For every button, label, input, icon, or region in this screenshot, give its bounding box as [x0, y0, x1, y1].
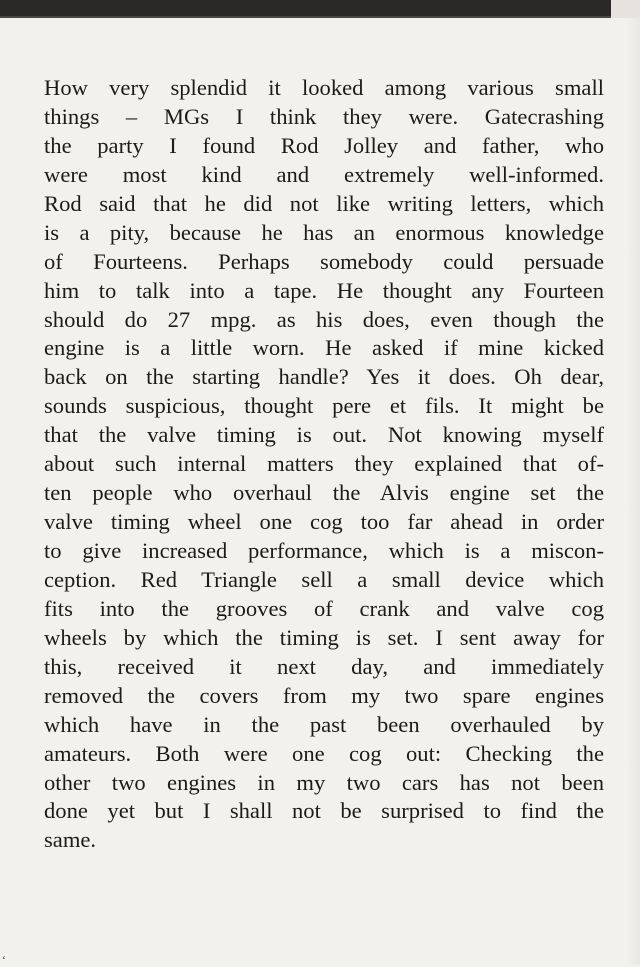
page-shade — [626, 18, 640, 965]
corner-mark: ‘ — [2, 953, 6, 967]
body-line: done yet but I shall not be surprised to find the — [44, 798, 604, 824]
body-line: sounds suspicious, thought pere et fils. It might be — [44, 393, 604, 419]
body-line: this, received it next day, and immediately — [44, 653, 604, 679]
page-edge — [611, 0, 640, 18]
body-line: back on the starting handle? Yes it does. Oh dear, — [44, 364, 604, 390]
body-line: other two engines in my two cars has not been — [44, 769, 604, 795]
body-line: should do 27 mpg. as his does, even though the — [44, 306, 604, 332]
body-line: fits into the grooves of crank and valve cog — [44, 595, 604, 621]
body-line: wheels by which the timing is set. I sent away for — [44, 624, 604, 650]
body-line: amateurs. Both were one cog out: Checking the — [44, 740, 604, 766]
body-line: ception. Red Triangle sell a small device which — [44, 566, 604, 592]
body-line: ten people who overhaul the Alvis engine set the — [44, 480, 604, 506]
body-line: of Fourteens. Perhaps somebody could persuade — [44, 248, 604, 274]
body-line: How very splendid it looked among various small — [44, 75, 604, 100]
article-body — [44, 74, 604, 855]
body-line: Rod said that he did not like writing letters, which — [44, 190, 604, 216]
body-line: which have in the past been overhauled by — [44, 711, 604, 737]
body-line-last: same. — [44, 827, 97, 853]
body-line: that the valve timing is out. Not knowing myself — [44, 422, 604, 448]
body-line: things – MGs I think they were. Gatecrashing — [44, 103, 604, 129]
body-line: about such internal matters they explained that of- — [44, 451, 604, 477]
body-line: were most kind and extremely well-informed. — [44, 161, 604, 187]
top-dark-band — [0, 0, 611, 18]
body-line: removed the covers from my two spare engines — [44, 682, 604, 708]
body-line: engine is a little worn. He asked if mine kicked — [44, 335, 604, 361]
body-line: is a pity, because he has an enormous knowledge — [44, 219, 604, 245]
body-line: him to talk into a tape. He thought any Fourteen — [44, 277, 604, 303]
body-line: to give increased performance, which is a miscon- — [44, 538, 604, 563]
body-line: valve timing wheel one cog too far ahead in order — [44, 509, 604, 535]
body-line: the party I found Rod Jolley and father, who — [44, 132, 604, 158]
